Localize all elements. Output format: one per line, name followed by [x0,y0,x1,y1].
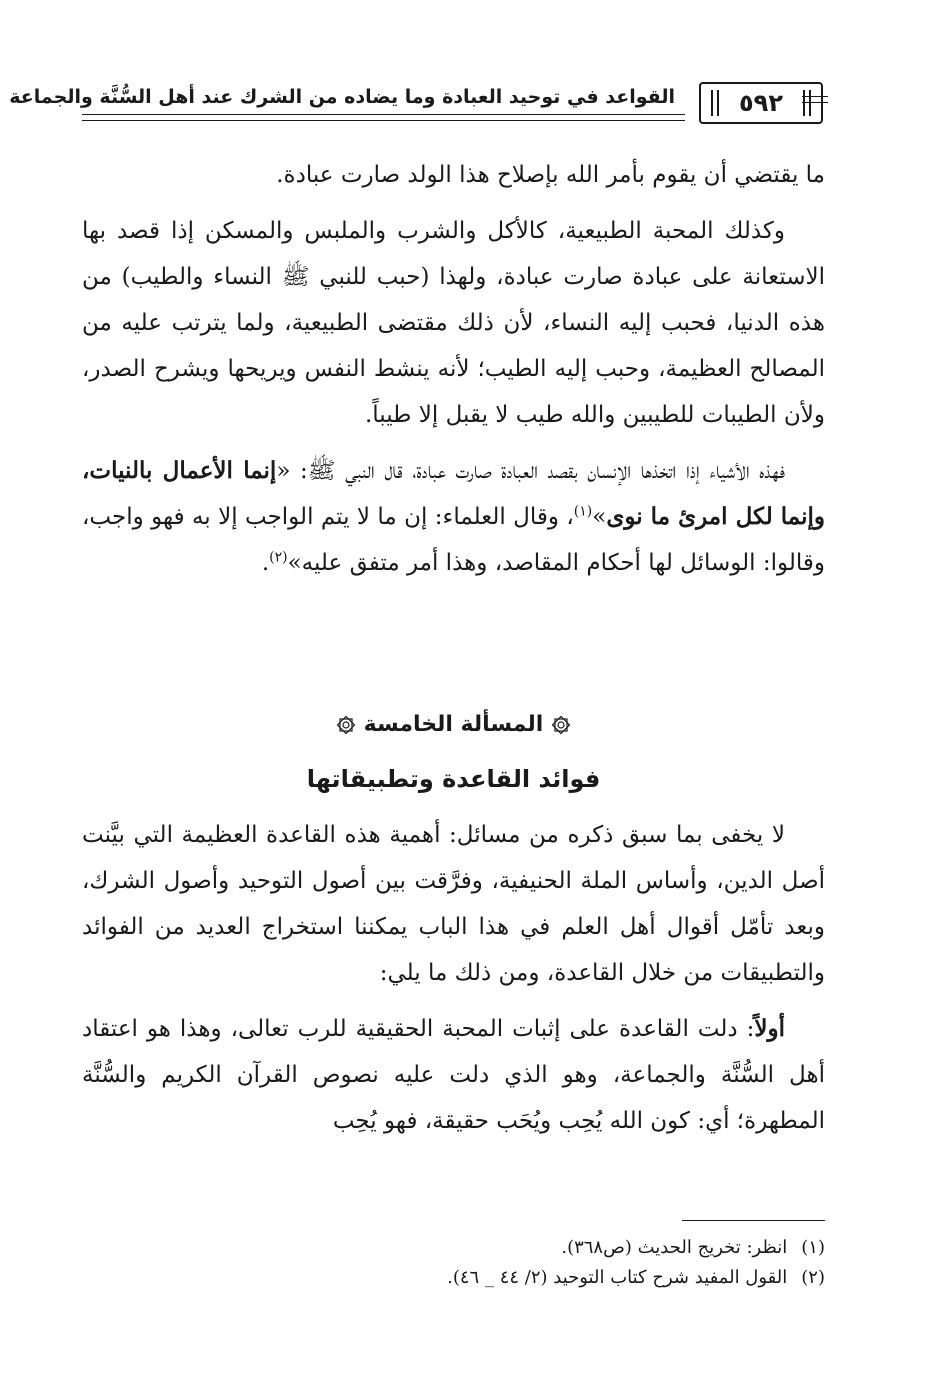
footnote-number: (٢) [801,1267,825,1288]
header-ornament-line [802,102,828,103]
footnote-text: القول المفيد شرح كتاب التوحيد (٢/ ٤٤ _ ٤٦). [447,1267,788,1288]
body-text-top [82,152,825,596]
point-label: أولاً [754,1015,785,1042]
header-rule [82,120,685,121]
hadith-quote: إنما الأعمال بالنيات، وإنما لكل امرئ ما نوى [82,457,825,530]
paragraph [82,448,825,586]
footnote-ref[interactable]: (٢) [269,549,288,566]
paragraph-text: ، وقال العلماء: إن ما لا يتم الواجب إلا به فهو واجب، وقالوا: الوسائل لها أحكام المقاصد، وهذا أمر متفق عليه» [82,504,825,576]
header-rule [82,114,685,115]
footnote-item [82,1263,825,1293]
paragraph-text: » [592,504,607,530]
running-title: القواعد في توحيد العبادة وما يضاده من الشرك عند أهل السُّنَّة والجماعة [9,86,675,108]
section-subtitle: فوائد القاعدة وتطبيقاتها [306,765,601,793]
section-heading-text: المسألة الخامسة [363,712,544,737]
section-heading [82,712,825,737]
footnote-text: انظر: تخريج الحديث (ص٣٦٨). [561,1237,788,1258]
footnotes [82,1233,825,1293]
footnote-ref[interactable]: (١) [573,503,593,520]
octagram-ornament-icon [336,715,356,735]
footnote-rule [682,1220,825,1221]
paragraph: وكذلك المحبة الطبيعية، كالأكل والشرب والملبس والمسكن إذا قصد بها الاستعانة على عبادة صارت عبادة، ولهذا (حبب للنبي ﷺ النساء والطيب) من هذه الدنيا، فحبب إليه النساء، لأن ذلك مقتضى الطبيعية، ولما يترتب عليه من المصالح العظيمة، وحبب إليه الطيب؛ لأنه ينشط النفس ويريحها ويشرح الصدر، ولأن الطيبات للطيبين والله طيب لا يقبل إلا طيباً. [82,218,825,428]
paragraph-text: : دلت القاعدة على إثبات المحبة الحقيقية للرب تعالى، وهذا هو اعتقاد أهل السُّنَّة والجماعة، وهو الذي دلت عليه نصوص القرآن الكريم والسُّنَّة المطهرة؛ أي: كون الله يُحِب ويُحَب حقيقة، فهو يُحِب [82,1016,825,1134]
header-ornament-line [802,96,828,97]
page-header [9,80,825,128]
body-text-bottom [82,812,825,1154]
paragraph-text: فهذه الأشياء إذا اتخذها الإنسان بقصد العبادة صارت عبادة، قال النبي ﷺ: « [276,458,785,484]
page-number: ٥٩٢ [699,82,823,124]
paragraph-text: . [261,550,270,576]
footnote-item [82,1233,825,1263]
paragraph: ما يقتضي أن يقوم بأمر الله بإصلاح هذا الولد صارت عبادة. [276,162,825,188]
paragraph: لا يخفى بما سبق ذكره من مسائل: أهمية هذه القاعدة العظيمة التي بيَّنت أصل الدين، وأساس الملة الحنيفية، وفرَّقت بين أصول التوحيد وأصول الشرك، وبعد تأمّل أقوال أهل العلم في هذا الباب يمكننا استخراج العديد من الفوائد والتطبيقات من خلال القاعدة، ومن ذلك ما يلي: [82,822,825,986]
octagram-ornament-icon [551,715,571,735]
paragraph [82,1006,825,1144]
footnote-number: (١) [801,1237,825,1258]
